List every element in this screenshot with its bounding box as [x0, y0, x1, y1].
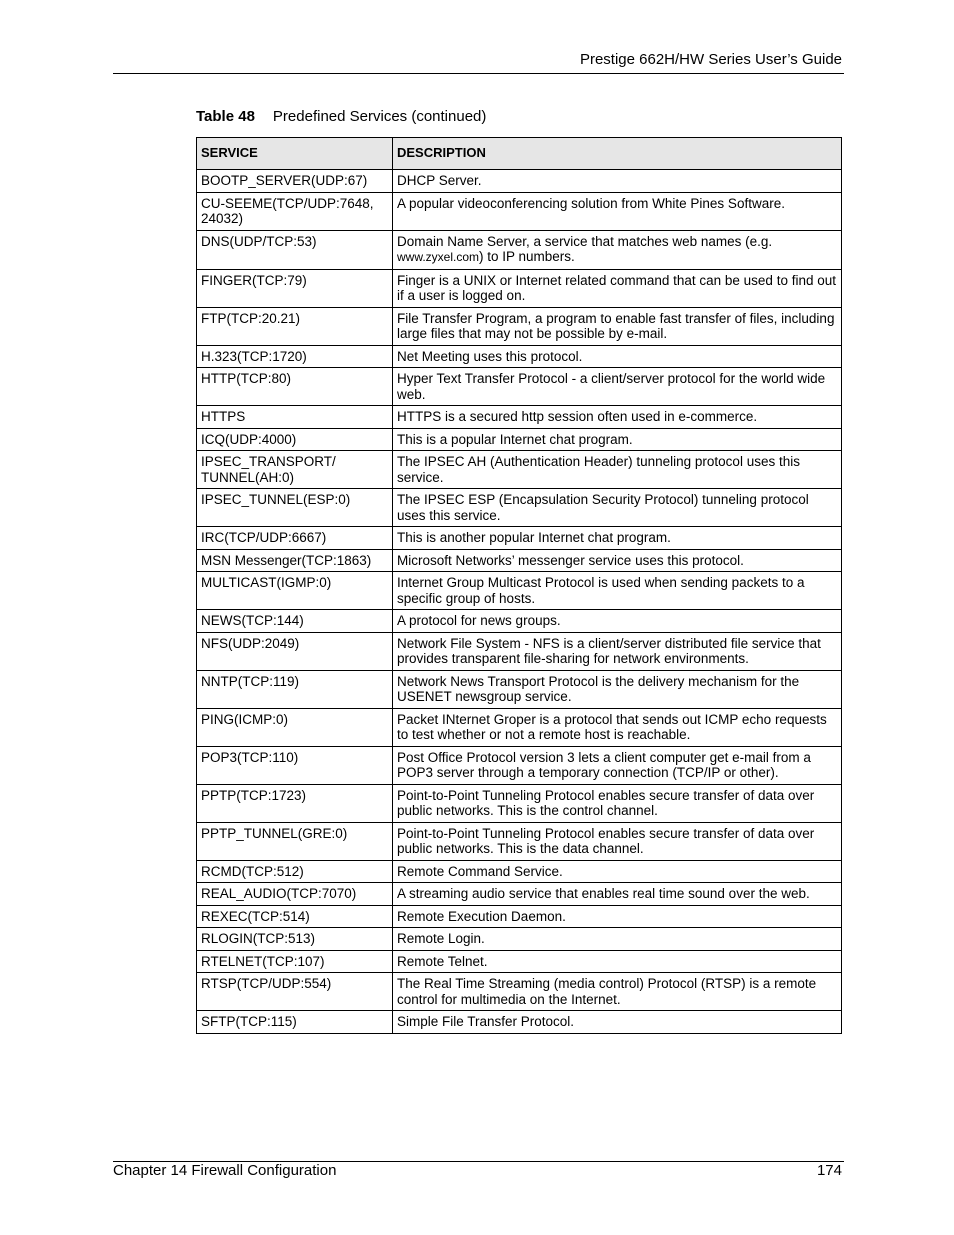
running-header: Prestige 662H/HW Series User’s Guide — [579, 51, 842, 68]
table-row — [197, 784, 842, 822]
description-cell: Point-to-Point Tunneling Protocol enables secure transfer of data over public networks. This is the data channel. — [393, 822, 842, 860]
service-cell: NNTP(TCP:119) — [197, 670, 393, 708]
service-cell: IRC(TCP/UDP:6667) — [197, 527, 393, 550]
header-divider — [113, 73, 844, 74]
service-cell: NEWS(TCP:144) — [197, 610, 393, 633]
description-cell: Point-to-Point Tunneling Protocol enables secure transfer of data over public networks. This is the control channel. — [393, 784, 842, 822]
table-row — [197, 269, 842, 307]
table-row — [197, 192, 842, 230]
description-cell: Internet Group Multicast Protocol is used when sending packets to a specific group of hosts. — [393, 572, 842, 610]
service-cell: PPTP(TCP:1723) — [197, 784, 393, 822]
table-header-row — [197, 138, 842, 170]
description-cell: This is another popular Internet chat program. — [393, 527, 842, 550]
page-number: 174 — [816, 1162, 842, 1179]
table-row — [197, 451, 842, 489]
service-cell: FTP(TCP:20.21) — [197, 307, 393, 345]
service-cell: RCMD(TCP:512) — [197, 860, 393, 883]
table-row — [197, 406, 842, 429]
service-cell: NFS(UDP:2049) — [197, 632, 393, 670]
service-cell: PPTP_TUNNEL(GRE:0) — [197, 822, 393, 860]
service-cell: MULTICAST(IGMP:0) — [197, 572, 393, 610]
description-cell: Remote Execution Daemon. — [393, 905, 842, 928]
description-cell: Post Office Protocol version 3 lets a client computer get e-mail from a POP3 server through a temporary connection (TCP/IP or other). — [393, 746, 842, 784]
table-row — [197, 905, 842, 928]
table-title: Predefined Services (continued) — [272, 108, 487, 125]
table-row — [197, 632, 842, 670]
service-cell: RLOGIN(TCP:513) — [197, 928, 393, 951]
table-row — [197, 170, 842, 193]
table-row — [197, 549, 842, 572]
description-cell: This is a popular Internet chat program. — [393, 428, 842, 451]
table-caption — [196, 108, 486, 125]
description-cell: A streaming audio service that enables real time sound over the web. — [393, 883, 842, 906]
service-cell: HTTPS — [197, 406, 393, 429]
table-row — [197, 428, 842, 451]
description-cell: Network File System - NFS is a client/server distributed file service that provides transparent file-sharing for network environments. — [393, 632, 842, 670]
chapter-title: Chapter 14 Firewall Configuration — [113, 1162, 337, 1179]
service-cell: RTSP(TCP/UDP:554) — [197, 973, 393, 1011]
table-row — [197, 928, 842, 951]
description-cell: File Transfer Program, a program to enable fast transfer of files, including large files that may not be possible by e-mail. — [393, 307, 842, 345]
table-row — [197, 670, 842, 708]
service-cell: PING(ICMP:0) — [197, 708, 393, 746]
table-row — [197, 950, 842, 973]
service-cell: SFTP(TCP:115) — [197, 1011, 393, 1034]
description-cell: Simple File Transfer Protocol. — [393, 1011, 842, 1034]
url-text: www.zyxel.com — [397, 250, 480, 264]
service-cell: BOOTP_SERVER(UDP:67) — [197, 170, 393, 193]
table-row — [197, 610, 842, 633]
table-row — [197, 1011, 842, 1034]
description-cell: Net Meeting uses this protocol. — [393, 345, 842, 368]
description-cell: The IPSEC ESP (Encapsulation Security Protocol) tunneling protocol uses this service. — [393, 489, 842, 527]
service-cell: POP3(TCP:110) — [197, 746, 393, 784]
service-cell: CU-SEEME(TCP/UDP:7648, 24032) — [197, 192, 393, 230]
service-cell: MSN Messenger(TCP:1863) — [197, 549, 393, 572]
description-text: Domain Name Server, a service that matches web names (e.g. — [397, 233, 773, 249]
description-cell — [393, 230, 842, 269]
service-cell: FINGER(TCP:79) — [197, 269, 393, 307]
service-cell: IPSEC_TRANSPORT/ TUNNEL(AH:0) — [197, 451, 393, 489]
table-body — [197, 170, 842, 1034]
table-row — [197, 708, 842, 746]
table-row — [197, 230, 842, 269]
description-cell: Remote Command Service. — [393, 860, 842, 883]
description-cell: Finger is a UNIX or Internet related command that can be used to find out if a user is logged on. — [393, 269, 842, 307]
description-tail: ) to IP numbers. — [479, 249, 575, 264]
table-row — [197, 345, 842, 368]
table-row — [197, 527, 842, 550]
service-cell: ICQ(UDP:4000) — [197, 428, 393, 451]
table-row — [197, 860, 842, 883]
service-cell: REXEC(TCP:514) — [197, 905, 393, 928]
table-number: Table 48 — [196, 108, 255, 125]
description-cell: DHCP Server. — [393, 170, 842, 193]
table-row — [197, 307, 842, 345]
table-row — [197, 822, 842, 860]
description-cell: The IPSEC AH (Authentication Header) tunneling protocol uses this service. — [393, 451, 842, 489]
description-cell: Remote Login. — [393, 928, 842, 951]
description-cell: A protocol for news groups. — [393, 610, 842, 633]
service-cell: DNS(UDP/TCP:53) — [197, 230, 393, 269]
predefined-services-table — [196, 137, 842, 1034]
service-cell: REAL_AUDIO(TCP:7070) — [197, 883, 393, 906]
table-row — [197, 368, 842, 406]
service-cell: HTTP(TCP:80) — [197, 368, 393, 406]
description-cell: Network News Transport Protocol is the delivery mechanism for the USENET newsgroup service. — [393, 670, 842, 708]
table-row — [197, 572, 842, 610]
table-row — [197, 746, 842, 784]
description-cell: HTTPS is a secured http session often used in e-commerce. — [393, 406, 842, 429]
description-cell: The Real Time Streaming (media control) Protocol (RTSP) is a remote control for multimedia on the Internet. — [393, 973, 842, 1011]
service-cell: IPSEC_TUNNEL(ESP:0) — [197, 489, 393, 527]
description-cell: Microsoft Networks’ messenger service uses this protocol. — [393, 549, 842, 572]
table-row — [197, 973, 842, 1011]
column-header-service: SERVICE — [197, 138, 393, 170]
description-cell: Packet INternet Groper is a protocol that sends out ICMP echo requests to test whether or not a remote host is reachable. — [393, 708, 842, 746]
service-cell: H.323(TCP:1720) — [197, 345, 393, 368]
table-row — [197, 883, 842, 906]
column-header-description: DESCRIPTION — [393, 138, 842, 170]
service-cell: RTELNET(TCP:107) — [197, 950, 393, 973]
table-row — [197, 489, 842, 527]
description-cell: Hyper Text Transfer Protocol - a client/server protocol for the world wide web. — [393, 368, 842, 406]
description-cell: Remote Telnet. — [393, 950, 842, 973]
description-cell: A popular videoconferencing solution from White Pines Software. — [393, 192, 842, 230]
